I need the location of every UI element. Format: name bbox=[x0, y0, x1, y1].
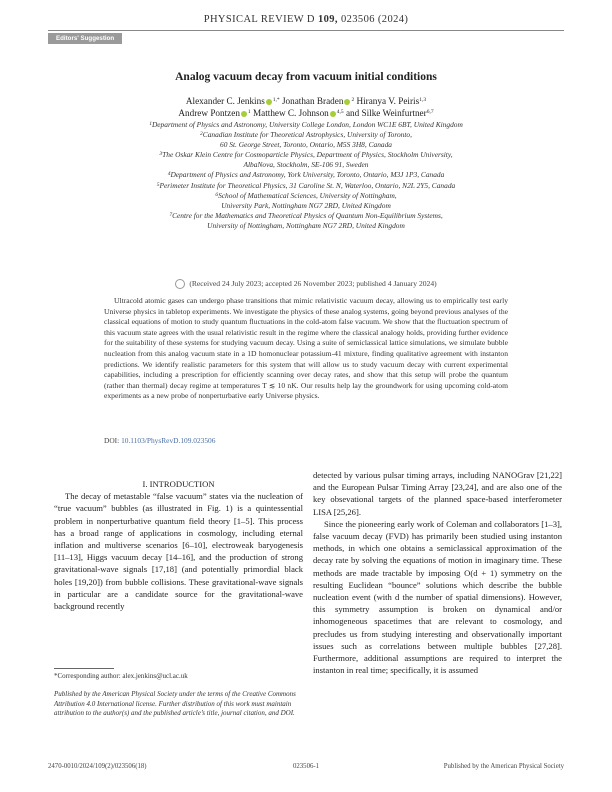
article-number: 023506 (2024) bbox=[340, 14, 409, 25]
affil-sup: 6,7 bbox=[426, 109, 434, 115]
footer-issn: 2470-0010/2024/109(2)/023506(18) bbox=[48, 763, 147, 770]
orcid-icon[interactable] bbox=[330, 111, 336, 117]
affil-sup: 1,3 bbox=[419, 97, 427, 103]
affil-text: University Park, Nottingham NG7 2RD, United Kingdom bbox=[221, 200, 391, 210]
footnote-rule bbox=[54, 668, 114, 669]
affiliation bbox=[60, 191, 552, 201]
affiliations bbox=[60, 120, 552, 231]
affiliation bbox=[60, 160, 552, 170]
affil-num: 3 bbox=[159, 151, 163, 158]
affil-text: AlbaNova, Stockholm, SE-106 91, Sweden bbox=[243, 160, 369, 170]
author-braden[interactable]: Jonathan Braden bbox=[281, 96, 344, 106]
orcid-icon[interactable] bbox=[241, 111, 247, 117]
affil-sup: 4,5 bbox=[336, 109, 344, 115]
author-pontzen[interactable]: Andrew Pontzen bbox=[178, 108, 240, 118]
editors-suggestion-badge: Editors' Suggestion bbox=[48, 33, 122, 44]
affiliation bbox=[60, 170, 552, 180]
author-jenkins[interactable]: Alexander C. Jenkins bbox=[185, 96, 265, 106]
affiliation bbox=[60, 120, 552, 130]
affil-text: 60 St. George Street, Toronto, Ontario, M5S 3H8, Canada bbox=[220, 140, 392, 150]
affil-text: Department of Physics and Astronomy, York University, Toronto, Ontario, M3J 1P3, Canada bbox=[170, 170, 445, 180]
affil-num: 7 bbox=[169, 211, 173, 218]
affil-text: Perimeter Institute for Theoretical Physics, 31 Caroline St. N, Waterloo, Ontario, N2L 2Y5, Canada bbox=[159, 180, 456, 190]
affiliation bbox=[60, 181, 552, 191]
abstract: Ultracold atomic gases can undergo phase transitions that mimic relativistic vacuum decay, allowing us to empirically test early Universe physics in tabletop experiments. We investigate the physics of these analog systems, going beyond previous analyses of the classical equations of motion to study quantum fluctuations in the cold-atom false vacuum. We show that the fluctuation spectrum of this vacuum state agrees with the usual relativistic result in the regime where the classical analogy holds, providing further evidence for the suitability of these systems for studying vacuum decay. Using a suite of semiclassical lattice simulations, we simulate bubble nucleation from this analog vacuum state in a 1D homonuclear potassium-41 mixture, finding qualitative agreement with instanton predictions. We identify realistic parameters for this system that will allow us to study vacuum decay with current experimental capabilities, including a prescription for efficiently scanning over decay rates, and show that this setup will probe the quantum (rather than thermal) decay regime at temperatures T ≲ 10 nK. Our results help lay the groundwork for using upcoming cold-atom experiments as a new probe of nonperturbative early Universe physics. bbox=[104, 296, 508, 401]
license-footnote: Published by the American Physical Society under the terms of the Creative Commons Attribution 4.0 International license. Further distribution of this work must maintain attribution to the author(s) and the published article’s title, journal citation, and DOI. bbox=[54, 690, 296, 718]
body-paragraph: Since the pioneering early work of Coleman and collaborators [1–3], false vacuum decay (FVD) has primarily been studied using instanton methods, in which one obtains a semiclassical approximation of the decay rate by solving the equations of motion in imaginary time. These methods are made tractable by imposing O(d + 1) symmetry on the resulting Euclidean “bounce” solutions which describe the bubble nucleation event (with d the number of spatial dimensions). However, this symmetry assumption is broken on dynamical and/or inhomogeneous spacetimes that are relevant to cosmology, and precludes us from studying interesting and observationally important issues such as correlations between multiple bubbles [27,28]. Furthermore, additional assumptions are required to interpret the instanton in real time; specifically, it is assumed bbox=[313, 518, 562, 676]
footer-page: 023506-1 bbox=[292, 763, 320, 770]
affil-num: 4 bbox=[167, 171, 171, 178]
affil-text: Department of Physics and Astronomy, University College London, London WC1E 6BT, United Kingdom bbox=[151, 120, 463, 129]
right-column bbox=[313, 469, 562, 676]
footer-publisher: Published by the American Physical Society bbox=[443, 763, 564, 770]
affil-sup: 1 bbox=[247, 109, 251, 115]
corresponding-author-footnote: *Corresponding author: alex.jenkins@ucl.ac.uk bbox=[54, 672, 188, 680]
dates-line bbox=[0, 279, 612, 289]
affil-num: 5 bbox=[156, 181, 160, 188]
orcid-icon[interactable] bbox=[266, 99, 272, 105]
paper-title: Analog vacuum decay from vacuum initial conditions bbox=[175, 71, 437, 83]
author-peiris[interactable]: Hiranya V. Peiris bbox=[356, 96, 420, 106]
journal-volume: 109, bbox=[317, 14, 338, 25]
orcid-icon[interactable] bbox=[344, 99, 350, 105]
affiliation bbox=[60, 130, 552, 140]
doi-label: DOI: bbox=[104, 436, 120, 445]
running-header bbox=[0, 14, 612, 25]
journal-name: PHYSICAL REVIEW D bbox=[203, 14, 315, 25]
left-column bbox=[54, 478, 303, 612]
author-johnson[interactable]: Matthew C. Johnson bbox=[252, 108, 329, 118]
affil-text: Centre for the Mathematics and Theoretical Physics of Quantum Non-Equilibrium Systems, bbox=[172, 210, 443, 220]
affil-text: Canadian Institute for Theoretical Astrophysics, University of Toronto, bbox=[202, 130, 412, 140]
affiliation bbox=[60, 201, 552, 211]
affil-sup: 2 bbox=[351, 97, 355, 103]
affil-num: 6 bbox=[215, 191, 219, 198]
affiliation bbox=[60, 140, 552, 150]
author-weinfurtner[interactable]: and Silke Weinfurtner bbox=[345, 108, 427, 118]
affil-text: University of Nottingham, Nottingham NG7 2RD, United Kingdom bbox=[207, 220, 405, 230]
section-heading: I. INTRODUCTION bbox=[142, 479, 215, 489]
affil-num: 1 bbox=[149, 121, 152, 127]
body-paragraph: detected by various pulsar timing arrays, including NANOGrav [21,22] and the European Pulsar Timing Array [23,24], and are also one of the key obsevational targets of the planned space-based interferometer LISA [25,26]. bbox=[313, 470, 562, 517]
doi-line bbox=[104, 436, 215, 445]
header-rule bbox=[48, 30, 564, 31]
affiliation bbox=[60, 211, 552, 221]
author-list bbox=[0, 95, 612, 119]
body-paragraph: The decay of metastable “false vacuum” states via the nucleation of “true vacuum” bubbles (as illustrated in Fig. 1) is a quintessential problem in nonperturbative quantum field theory [1–5]. This process has a broad range of applications in cosmology, including eternal inflation and multiverse scenarios [6–10], electroweak baryogenesis [11–13], Higgs vacuum decay [14–16], and the production of strong gravitational-wave signals [17,18] (and potentially primordial black holes [19,20]) from bubble collisions. These gravitational-wave signals in particular are a candidate source for the gravitational-wave background recently bbox=[54, 491, 303, 612]
affiliation bbox=[60, 221, 552, 231]
received-dates: (Received 24 July 2023; accepted 26 November 2023; published 4 January 2024) bbox=[189, 279, 437, 288]
check-updates-icon[interactable] bbox=[175, 279, 185, 289]
affil-sup: 1,* bbox=[272, 97, 280, 103]
affiliation bbox=[60, 150, 552, 160]
affil-num: 2 bbox=[200, 131, 203, 138]
affil-text: School of Mathematical Sciences, University of Nottingham, bbox=[218, 190, 397, 200]
affil-text: The Oskar Klein Centre for Cosmoparticle Physics, Department of Physics, Stockholm University, bbox=[162, 150, 453, 160]
doi-link[interactable]: 10.1103/PhysRevD.109.023506 bbox=[121, 436, 216, 445]
